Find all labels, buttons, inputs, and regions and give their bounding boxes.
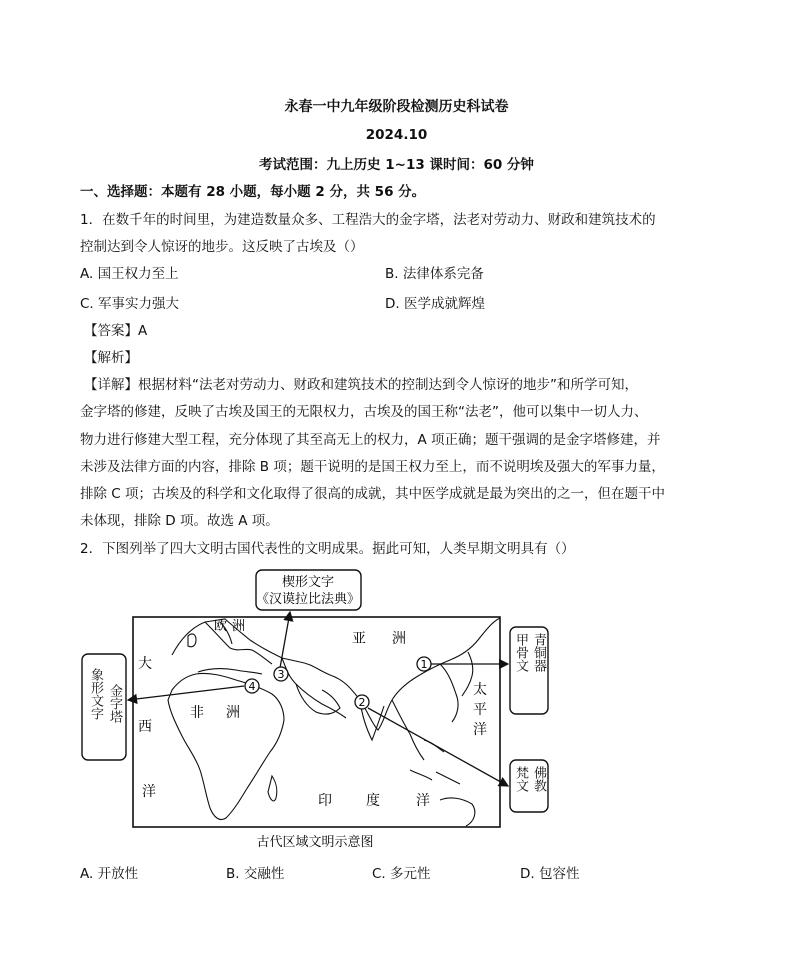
- map-frame: [133, 617, 500, 827]
- label-pacific-2: 平: [473, 702, 487, 718]
- exam-date: 2024.10: [365, 127, 428, 143]
- q2-option-c: C. 多元性: [372, 866, 431, 882]
- q1-detail-line4: 未涉及法律方面的内容，排除 B 项；题干说明的是国王权力至上，而不说明埃及强大的军事力量，: [80, 459, 665, 475]
- q2-stem: 2．下图列举了四大文明古国代表性的文明成果。据此可知，人类早期文明具有（）: [80, 541, 575, 557]
- label-asia-1: 亚: [352, 631, 366, 647]
- q1-stem-line1: 1．在数千年的时间里，为建造数量众多、工程浩大的金字塔，法老对劳动力、财政和建筑技术的: [80, 212, 656, 228]
- exam-title: 永春一中九年级阶段检测历史科试卷: [284, 99, 509, 115]
- marker-2: 2: [358, 696, 366, 709]
- q2-option-b: B. 交融性: [226, 866, 285, 882]
- label-indian-2: 度: [366, 793, 380, 809]
- label-africa-2: 洲: [226, 705, 240, 721]
- label-africa-1: 非: [190, 705, 204, 721]
- label-pacific-1: 太: [473, 682, 487, 698]
- marker-1: 1: [420, 658, 428, 671]
- q1-detail-line6: 未体现，排除 D 项。故选 A 项。: [80, 513, 279, 529]
- marker-4: 4: [248, 680, 256, 693]
- box-right2-col2: 佛教: [531, 766, 546, 792]
- box-top-line2: 《汉谟拉比法典》: [255, 592, 361, 607]
- map-caption: 古代区域文明示意图: [256, 835, 374, 850]
- q1-option-b: B. 法律体系完备: [385, 266, 484, 282]
- box-left-col1: 象形文字: [88, 668, 103, 720]
- label-atlantic-2: 西: [138, 719, 152, 735]
- label-indian-3: 洋: [416, 793, 430, 809]
- q1-option-c: C. 军事实力强大: [80, 296, 180, 312]
- q1-detail-line2: 金字塔的修建，反映了古埃及国王的无限权力，古埃及的国王称“法老”，他可以集中一切人力、: [80, 404, 648, 420]
- q2-option-a: A. 开放性: [80, 866, 139, 882]
- marker-3: 3: [277, 668, 285, 681]
- box-right1-col1: 甲骨文: [513, 633, 528, 672]
- label-indian-1: 印: [318, 793, 332, 809]
- label-europe-2: 洲: [232, 619, 246, 634]
- q1-detail-line1: 【详解】根据材料“法老对劳动力、财政和建筑技术的控制达到令人惊讶的地步”和所学可知，: [84, 377, 638, 393]
- q1-option-d: D. 医学成就辉煌: [385, 296, 485, 312]
- label-pacific-3: 洋: [473, 722, 487, 738]
- label-atlantic-1: 大: [138, 656, 152, 672]
- q2-option-d: D. 包容性: [520, 866, 580, 882]
- q1-option-a: A. 国王权力至上: [80, 266, 179, 282]
- box-right1-col2: 青铜器: [531, 633, 546, 672]
- q1-answer: 【答案】A: [84, 323, 148, 339]
- box-left-col2: 金字塔: [107, 684, 122, 723]
- q1-stem-line2: 控制达到令人惊讶的地步。这反映了古埃及（）: [80, 239, 364, 255]
- label-asia-2: 洲: [392, 631, 406, 647]
- box-top-line1: 楔形文字: [281, 575, 335, 590]
- q1-detail-line5: 排除 C 项；古埃及的科学和文化取得了很高的成就，其中医学成就是最为突出的之一，但在题干中: [80, 486, 666, 502]
- q1-detail-line3: 物力进行修建大型工程，充分体现了其至高无上的权力，A 项正确；题干强调的是金字塔修建，并: [80, 432, 661, 448]
- box-right2-col1: 梵文: [513, 766, 528, 792]
- exam-scope: 考试范围：九上历史 1~13 课时间：60 分钟: [259, 157, 534, 173]
- label-atlantic-3: 洋: [142, 784, 156, 800]
- q1-analysis-label: 【解析】: [84, 350, 138, 366]
- label-europe-1: 欧: [214, 619, 228, 634]
- section-heading: 一、选择题：本题有 28 小题，每小题 2 分，共 56 分。: [80, 184, 426, 200]
